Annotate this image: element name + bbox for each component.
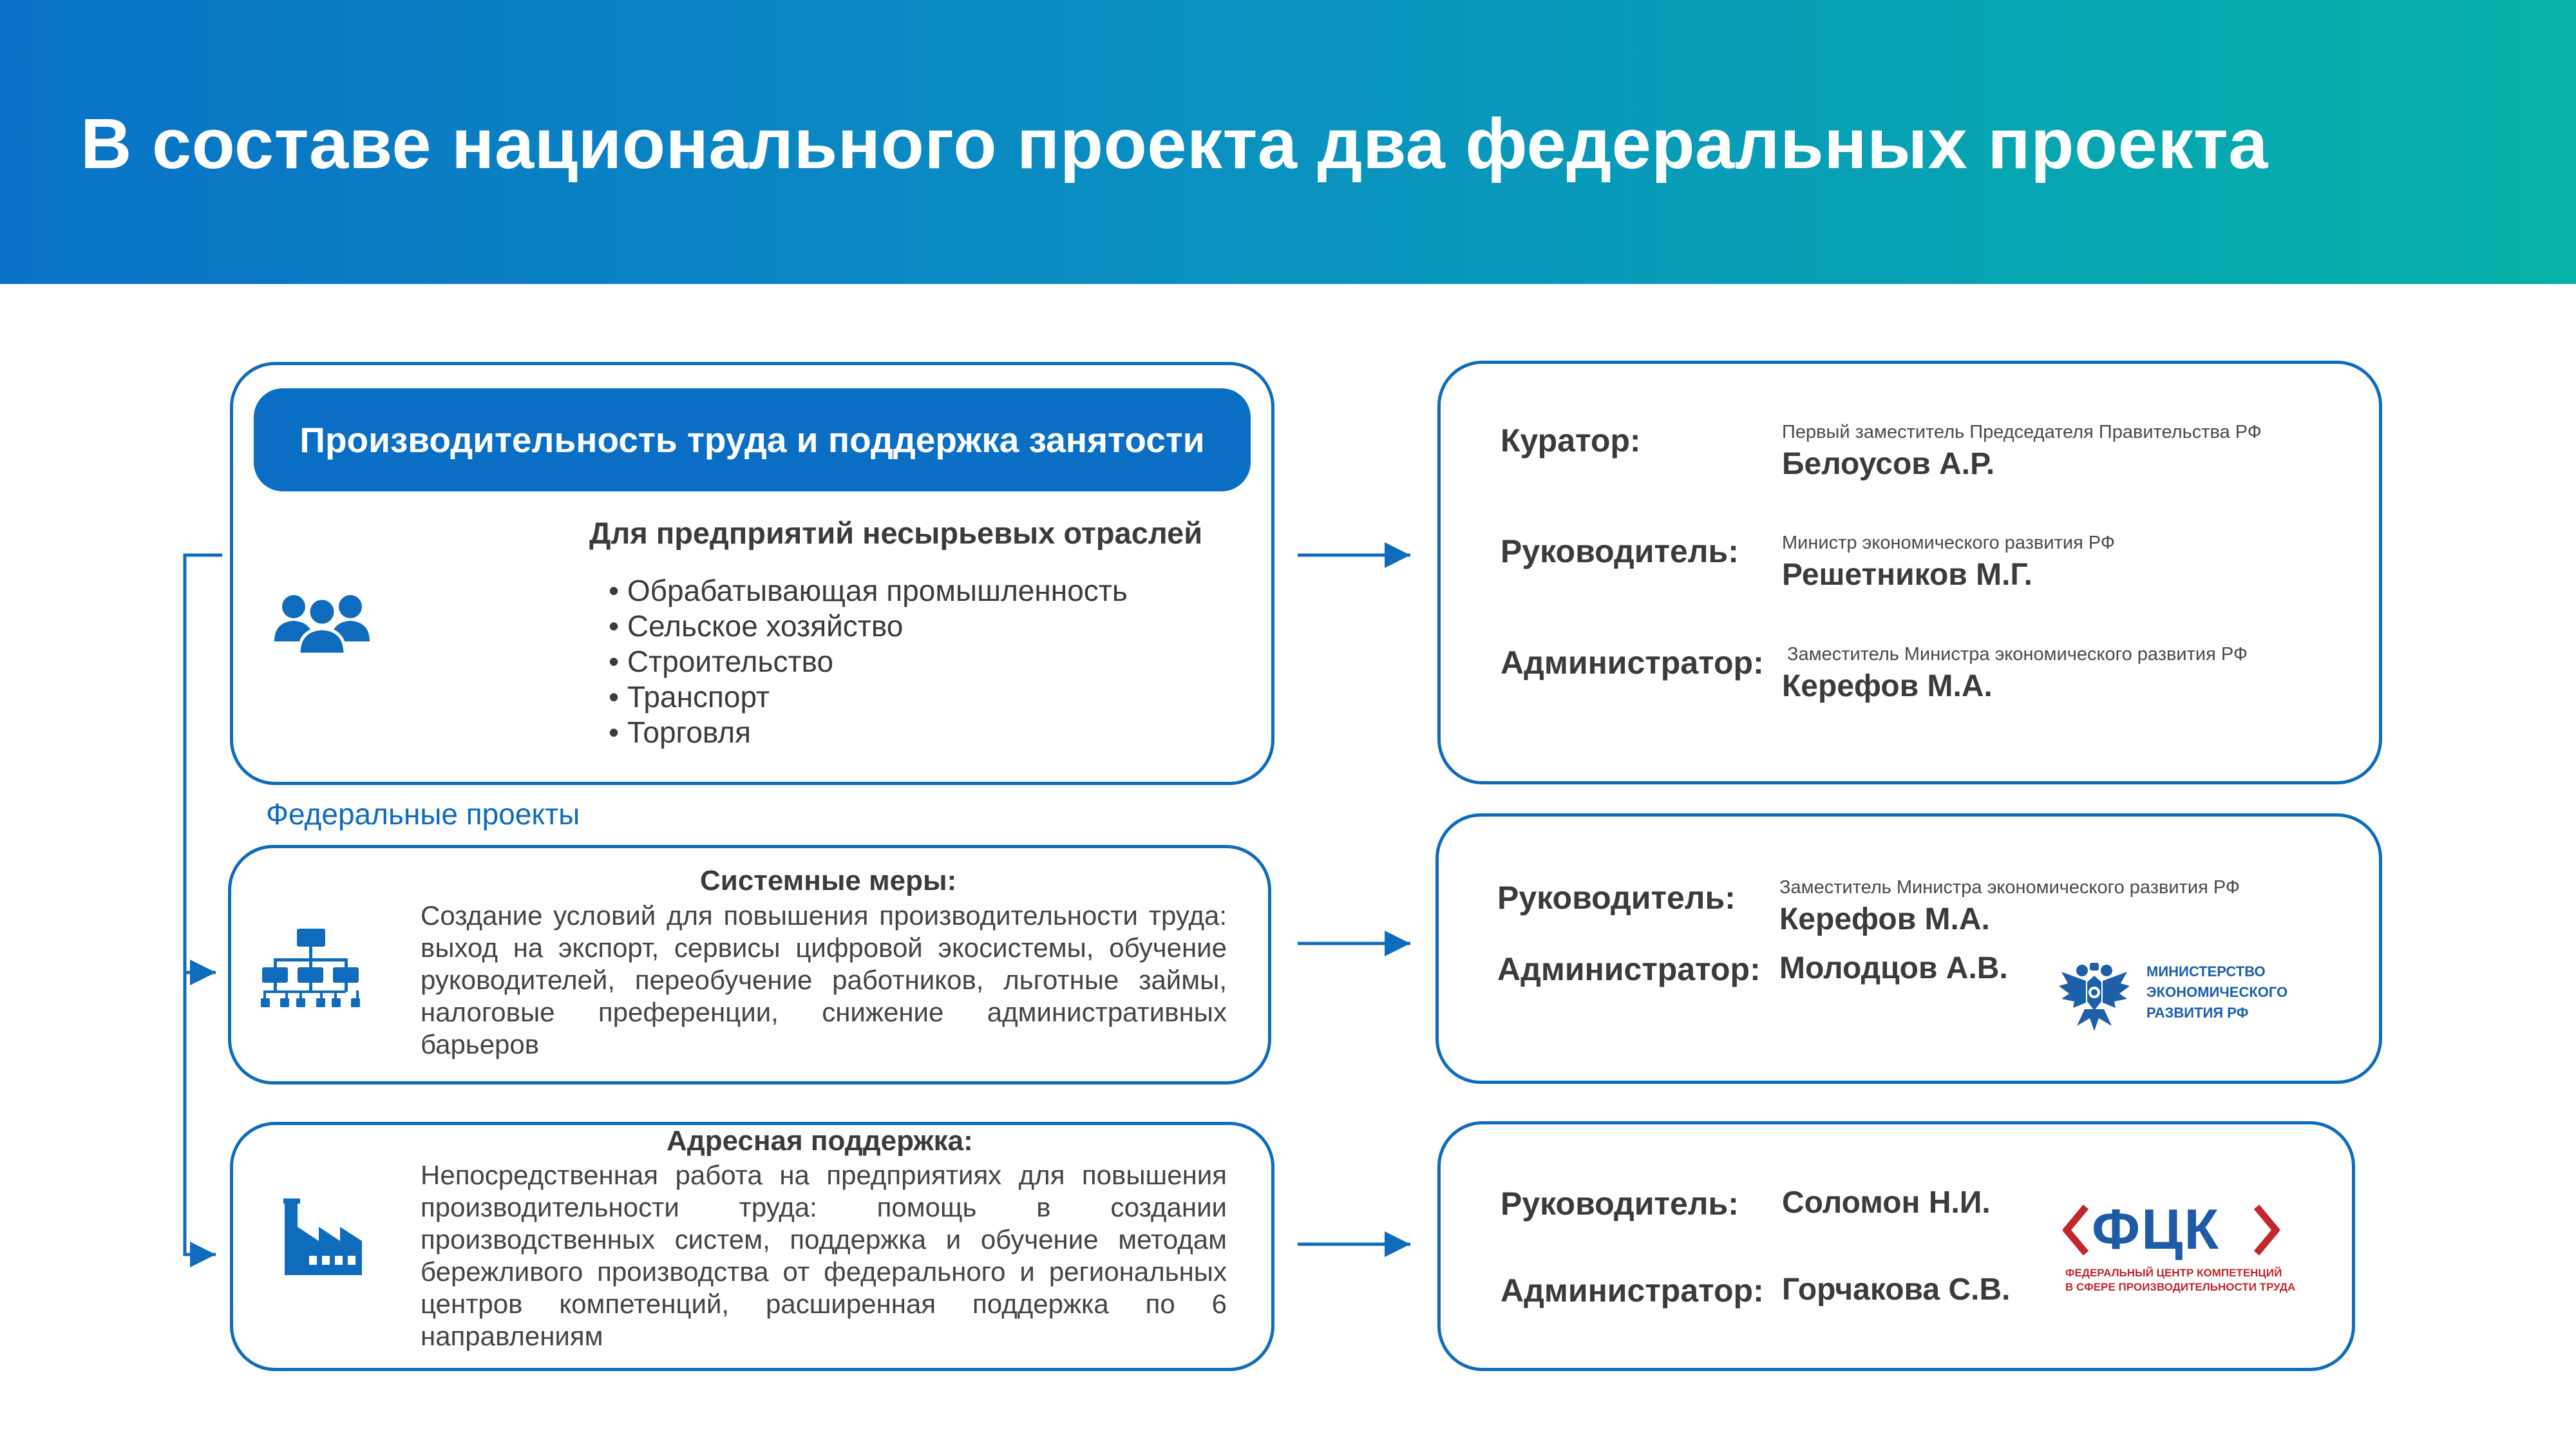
list-item: • Строительство bbox=[609, 644, 1128, 679]
targeted-support-description: Непосредственная работа на предприятиях для повышения производительности труда: помощь в создании производственных систем, поддержка и обучение методам бережливого производства от федерального и региональных центров компетенций, расширенная поддержка по 6 направлениям bbox=[421, 1160, 1227, 1351]
russian-eagle-emblem-icon bbox=[2056, 961, 2132, 1032]
fck-left-chevron-icon bbox=[2063, 1204, 2088, 1256]
page-title: В составе национального проекта два федеральных проекта bbox=[80, 104, 2268, 184]
curator-position: Первый заместитель Председателя Правительства РФ bbox=[1782, 422, 2262, 442]
systemic-head-position: Заместитель Министра экономического развития РФ bbox=[1779, 877, 2240, 898]
systemic-head-role: Руководитель: bbox=[1497, 880, 1736, 916]
fck-logo-subtitle bbox=[2065, 1266, 2295, 1294]
main-project-title: Производительность труда и поддержка занятости bbox=[254, 388, 1251, 491]
head-role: Руководитель: bbox=[1501, 533, 1739, 569]
admin-name: Керефов М.А. bbox=[1782, 669, 1993, 703]
targeted-admin-role: Администратор: bbox=[1501, 1273, 1764, 1309]
ministry-logo-text bbox=[2146, 961, 2287, 1023]
ministry-logo-line: МИНИСТЕРСТВО bbox=[2146, 963, 2266, 980]
factory-icon bbox=[283, 1195, 367, 1278]
fck-logo-text: ФЦК bbox=[2092, 1197, 2221, 1261]
fck-logo-line: В СФЕРЕ ПРОИЗВОДИТЕЛЬНОСТИ ТРУДА bbox=[2065, 1281, 2296, 1293]
list-item: • Транспорт bbox=[609, 679, 1128, 715]
ministry-logo-line: РАЗВИТИЯ РФ bbox=[2146, 1005, 2249, 1021]
sector-list bbox=[609, 573, 1128, 750]
targeted-head-role: Руководитель: bbox=[1501, 1186, 1739, 1222]
list-item: • Обрабатывающая промышленность bbox=[609, 573, 1128, 609]
head-name: Решетников М.Г. bbox=[1782, 558, 2033, 592]
targeted-support-title: Адресная поддержка: bbox=[667, 1125, 973, 1157]
org-structure-icon bbox=[261, 927, 361, 1014]
list-item: • Торговля bbox=[609, 715, 1128, 750]
admin-role: Администратор: bbox=[1501, 645, 1764, 681]
list-item: • Сельское хозяйство bbox=[609, 609, 1128, 644]
head-position: Министр экономического развития РФ bbox=[1782, 533, 2115, 553]
targeted-admin-name: Горчакова С.В. bbox=[1782, 1273, 2011, 1307]
fck-logo-line: ФЕДЕРАЛЬНЫЙ ЦЕНТР КОМПЕТЕНЦИЙ bbox=[2065, 1267, 2282, 1279]
main-project-subtitle: Для предприятий несырьевых отраслей bbox=[589, 516, 1203, 550]
header-banner bbox=[0, 0, 2576, 284]
people-group-icon bbox=[270, 591, 374, 656]
curator-role: Куратор: bbox=[1501, 422, 1641, 459]
ministry-logo-line: ЭКОНОМИЧЕСКОГО bbox=[2146, 984, 2288, 1000]
systemic-admin-role: Администратор: bbox=[1497, 951, 1761, 987]
targeted-head-name: Соломон Н.И. bbox=[1782, 1186, 1991, 1220]
systemic-leadership-box bbox=[1435, 813, 2382, 1084]
systemic-head-name: Керефов М.А. bbox=[1779, 902, 1990, 936]
systemic-admin-name: Молодцов А.В. bbox=[1779, 951, 2008, 985]
curator-name: Белоусов А.Р. bbox=[1782, 447, 1995, 481]
fck-right-chevron-icon bbox=[2254, 1204, 2280, 1256]
admin-position: Заместитель Министра экономического развития РФ bbox=[1787, 644, 2248, 665]
systemic-measures-title: Системные меры: bbox=[700, 865, 957, 896]
systemic-measures-description: Создание условий для повышения производительности труда: выход на экспорт, сервисы цифровой экосистемы, обучение руководителей, переобучение работников, льготные займы, налоговые преференции, снижение административных барьеров bbox=[421, 900, 1227, 1059]
federal-projects-label: Федеральные проекты bbox=[266, 797, 580, 831]
